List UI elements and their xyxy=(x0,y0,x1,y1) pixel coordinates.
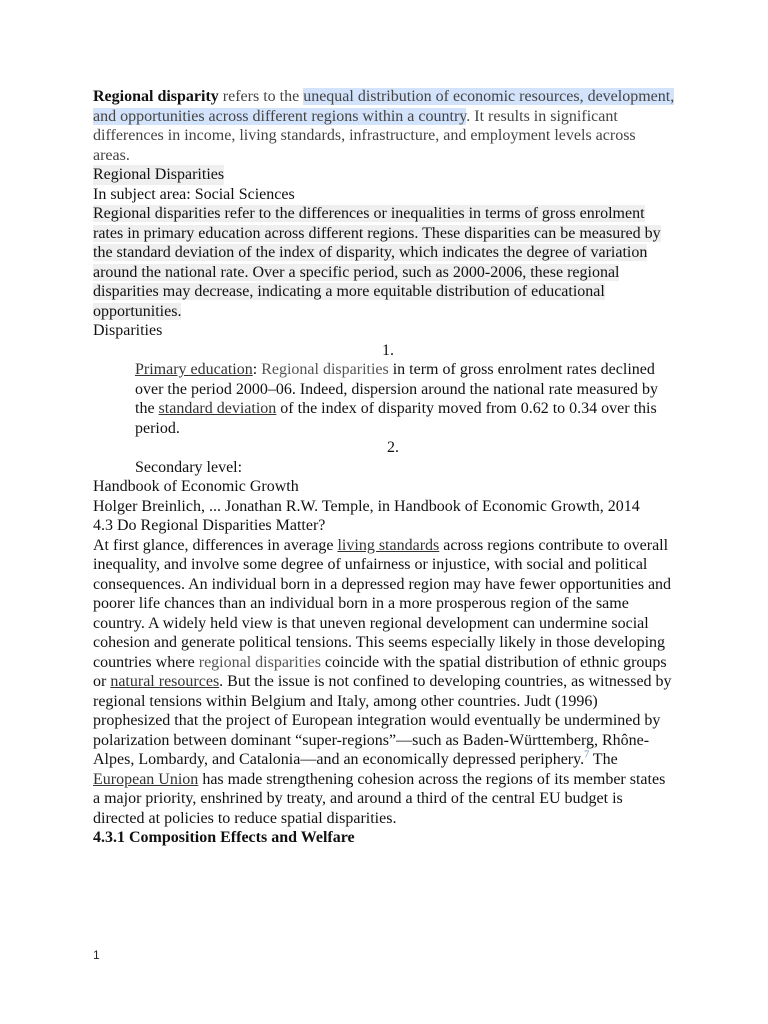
body-text-3: coincide with the spatial distribution of ethnic groups or xyxy=(93,653,667,690)
list-item-1 xyxy=(93,360,675,438)
body-text-2: across regions contribute to overall inequality, and involve some degree of unfairness or injustice, with social and political consequences. An individual born in a depressed region may have fewer opportunities and poorer life chances than an individual born in a more prosperous region of the same country. A widely held view is that uneven regional development can undermine social cohesion and generate political tensions. This seems especially likely in those developing countries where xyxy=(93,536,672,671)
list-number-2: 2. xyxy=(387,439,399,456)
authors-line: Holger Breinlich, ... Jonathan R.W. Temple, in Handbook of Economic Growth, 2014 xyxy=(93,497,640,515)
intro-highlight: unequal distribution of economic resources, development, and opportunities across different regions within a country xyxy=(93,88,675,125)
section-heading: 4.3 Do Regional Disparities Matter? xyxy=(93,517,326,534)
heading-disparities: Disparities xyxy=(93,322,163,339)
intro-lead: refers to the xyxy=(218,88,304,105)
footnote-ref[interactable]: 7 xyxy=(584,749,590,761)
list-item-2: Secondary level: xyxy=(135,458,243,476)
body-text-5: The xyxy=(589,751,618,768)
subsection-heading: 4.3.1 Composition Effects and Welfare xyxy=(93,829,355,846)
link-living-standards[interactable]: living standards xyxy=(337,536,440,554)
intro-rest: . It results in significant differences in income, living standards, infrastructure, and employment levels across areas. xyxy=(93,107,636,164)
intro-paragraph xyxy=(93,87,675,165)
body-text-1: At first glance, differences in average xyxy=(93,536,338,554)
list-item-1-colon: : xyxy=(252,361,262,378)
list-item-1-text-b: of the index of disparity moved from 0.62 to 0.34 over this period. xyxy=(135,400,657,437)
list-number-1: 1. xyxy=(382,341,394,359)
body-paragraph xyxy=(93,536,675,829)
body-text-6: has made strengthening cohesion across the regions of its member states a major priority, enshrined by treaty, and around a third of the central EU budget is directed at policies to reduce spatial disparities. xyxy=(93,770,666,827)
list-item-1-text-a: in term of gross enrolment rates declined over the period 2000–06. Indeed, dispersion around the national rate measured by the xyxy=(135,361,658,417)
link-european-union[interactable]: European Union xyxy=(93,770,199,788)
document-content xyxy=(93,87,675,848)
body-text-4: . But the issue is not confined to developing countries, as witnessed by regional tensions within Belgium and Italy, among other countries. Judt (1996) prophesized that the project of European integration would eventually be undermined by polarization between dominant “super-regions”—such as Baden-Württemberg, Rhône-Alpes, Lombardy, and Catalonia—and an economically depressed periphery. xyxy=(93,673,672,768)
book-title: Handbook of Economic Growth xyxy=(93,478,299,495)
heading-regional-disparities: Regional Disparities xyxy=(93,166,225,183)
term-regional-disparities: regional disparities xyxy=(198,653,321,671)
summary-paragraph: Regional disparities refer to the differences or inequalities in terms of gross enrolment rates in primary education across different regions. These disparities can be measured by the standard deviation of the index of disparity, which indicates the degree of variation around the national rate. Over a specific period, such as 2000-2006, these regional disparities may decrease, indicating a more equitable distribution of educational opportunities. xyxy=(93,205,661,320)
subject-area-line: In subject area: Social Sciences xyxy=(93,185,295,203)
link-standard-deviation[interactable]: standard deviation xyxy=(158,400,277,417)
page-number: 1 xyxy=(93,948,100,962)
link-natural-resources[interactable]: natural resources xyxy=(110,673,220,690)
link-primary-education[interactable]: Primary education xyxy=(135,361,253,378)
list-item-1-term: Regional disparities xyxy=(261,361,389,378)
intro-term: Regional disparity xyxy=(93,88,219,105)
